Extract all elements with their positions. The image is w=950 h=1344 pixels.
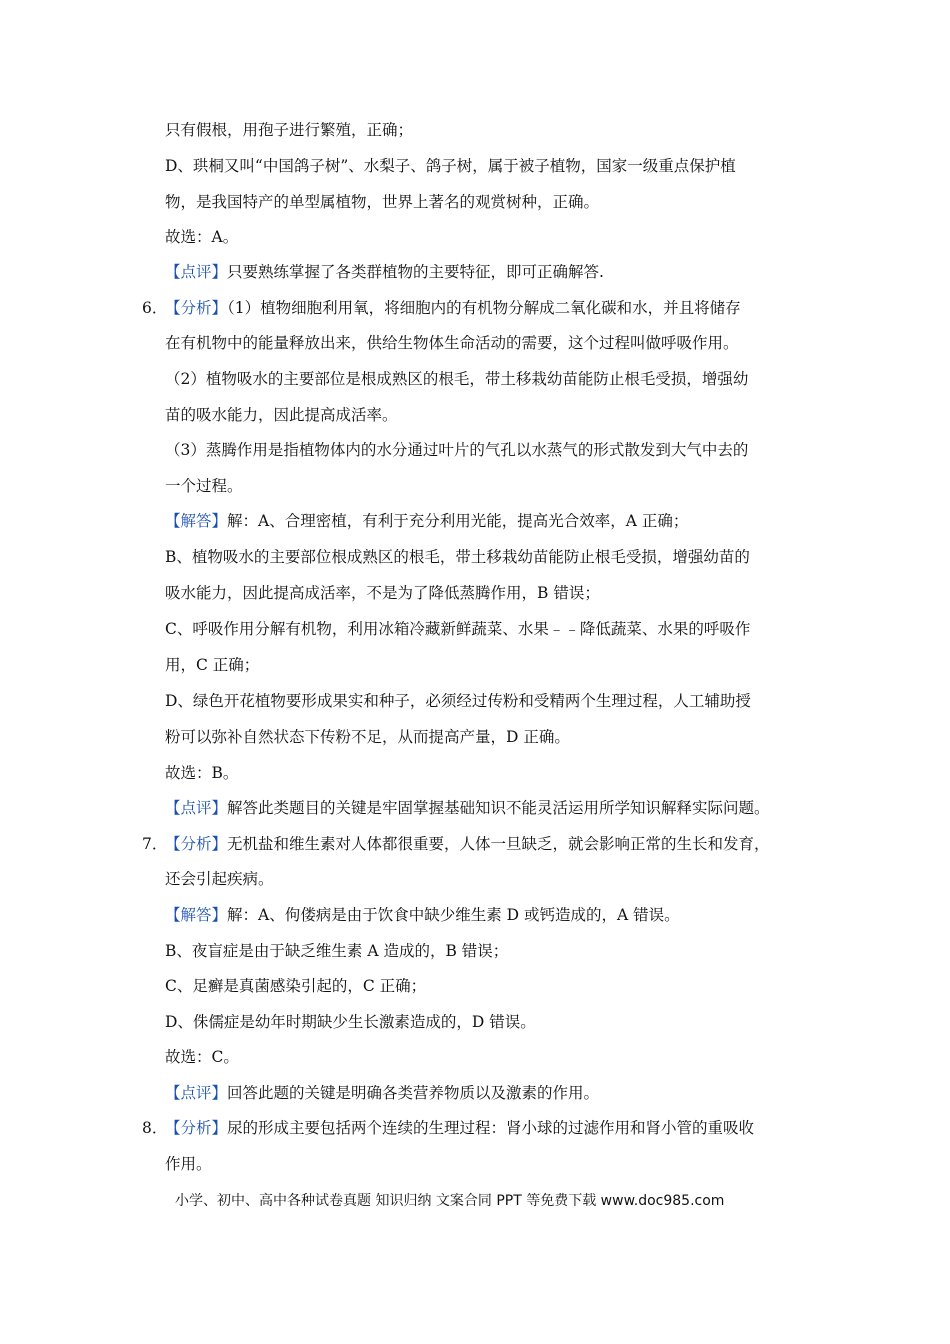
text-line: D、珙桐又叫“中国鸽子树”、水梨子、鸽子树，属于被子植物，国家一级重点保护植	[165, 157, 736, 175]
question-number: 8．	[142, 1119, 168, 1137]
review-line	[165, 262, 604, 282]
review-line	[165, 798, 770, 818]
text-line: 故选：B。	[165, 764, 239, 782]
text-line: 吸水能力，因此提高成活率，不是为了降低蒸腾作用，B 错误；	[165, 584, 600, 602]
text-line: D、绿色开花植物要形成果实和种子，必须经过传粉和受精两个生理过程，人工辅助授	[165, 692, 751, 710]
text-line: 故选：A。	[165, 228, 239, 246]
text-line: B、夜盲症是由于缺乏维生素 A 造成的，B 错误；	[165, 942, 509, 960]
answer-tag: 【解答】	[165, 512, 228, 530]
text-line: 粉可以弥补自然状态下传粉不足，从而提高产量，D 正确。	[165, 728, 570, 746]
analysis-line	[165, 834, 770, 854]
review-text: 回答此题的关键是明确各类营养物质以及激素的作用。	[227, 1084, 600, 1102]
analysis-tag: 【分析】	[165, 835, 228, 853]
text-line: 在有机物中的能量释放出来，供给生物体生命活动的需要，这个过程叫做呼吸作用。	[165, 334, 739, 352]
review-tag: 【点评】	[165, 799, 228, 817]
analysis-line	[165, 1118, 754, 1138]
text-line: 只有假根，用孢子进行繁殖，正确；	[165, 121, 414, 139]
text-line: 苗的吸水能力，因此提高成活率。	[165, 406, 398, 424]
analysis-tag: 【分析】	[165, 1119, 228, 1137]
review-text: 只要熟练掌握了各类群植物的主要特征，即可正确解答.	[227, 263, 604, 281]
page-footer: 小学、初中、高中各种试卷真题 知识归纳 文案合同 PPT 等免费下载 www.doc985.com	[175, 1193, 725, 1209]
analysis-tag: 【分析】	[165, 299, 228, 317]
text-line: 一个过程。	[165, 477, 243, 495]
review-line	[165, 1083, 599, 1103]
text-line: 故选：C。	[165, 1048, 239, 1066]
text-line: D、侏儒症是幼年时期缺少生长激素造成的，D 错误。	[165, 1013, 536, 1031]
answer-line	[165, 905, 680, 925]
review-tag: 【点评】	[165, 263, 228, 281]
question-number: 6．	[142, 299, 168, 317]
text-line: （2）植物吸水的主要部位是根成熟区的根毛，带土移栽幼苗能防止根毛受损，增强幼	[165, 370, 749, 388]
text-line: （3）蒸腾作用是指植物体内的水分通过叶片的气孔以水蒸气的形式散发到大气中去的	[165, 441, 749, 459]
text-line: 用，C 正确；	[165, 656, 260, 674]
text-line: C、足癣是真菌感染引起的，C 正确；	[165, 977, 427, 995]
text-line: C、呼吸作用分解有机物，利用冰箱冷藏新鲜蔬菜、水果﹣﹣降低蔬菜、水果的呼吸作	[165, 620, 751, 638]
analysis-text: 无机盐和维生素对人体都很重要，人体一旦缺乏，就会影响正常的生长和发育，	[227, 835, 770, 853]
text-line: 还会引起疾病。	[165, 870, 274, 888]
question-number: 7．	[142, 835, 168, 853]
answer-tag: 【解答】	[165, 906, 228, 924]
text-line: 物，是我国特产的单型属植物，世界上著名的观赏树种，正确。	[165, 193, 600, 211]
review-tag: 【点评】	[165, 1084, 228, 1102]
text-line: 作用。	[165, 1155, 212, 1173]
answer-text: 解：A、合理密植，有利于充分利用光能，提高光合效率，A 正确；	[227, 512, 689, 530]
review-text: 解答此类题目的关键是牢固掌握基础知识不能灵活运用所学知识解释实际问题。	[227, 799, 770, 817]
analysis-text: 尿的形成主要包括两个连续的生理过程：肾小球的过滤作用和肾小管的重吸收	[227, 1119, 755, 1137]
answer-line	[165, 511, 688, 531]
text-line: B、植物吸水的主要部位根成熟区的根毛，带土移栽幼苗能防止根毛受损，增强幼苗的	[165, 548, 750, 566]
analysis-text: （1）植物细胞利用氧，将细胞内的有机物分解成二氧化碳和水，并且将储存	[227, 299, 741, 317]
answer-text: 解：A、佝偻病是由于饮食中缺少维生素 D 或钙造成的，A 错误。	[227, 906, 680, 924]
analysis-line	[165, 298, 741, 318]
